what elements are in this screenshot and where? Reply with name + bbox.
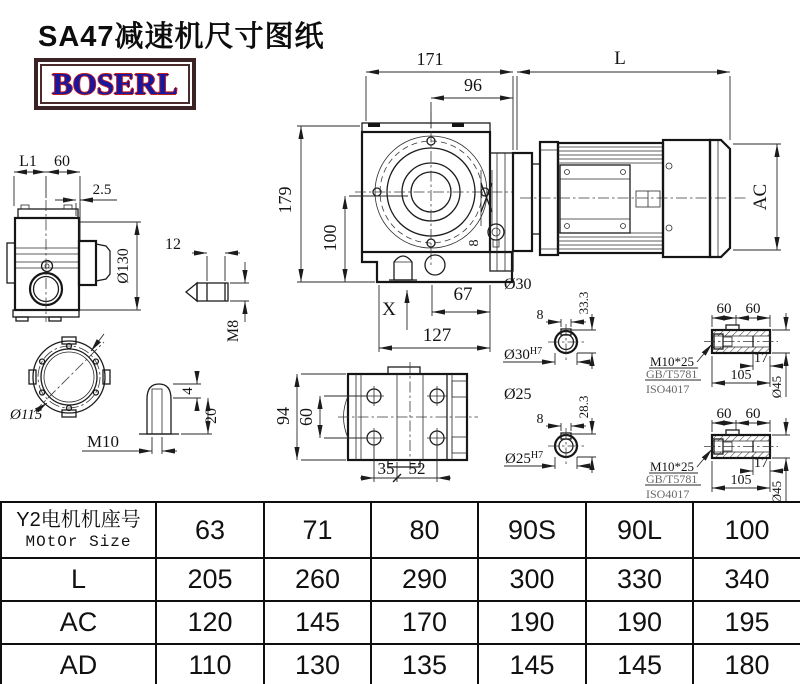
bore-section-30 — [503, 276, 596, 369]
col-90L: 90L — [586, 502, 693, 558]
dim-12: 12 — [165, 236, 181, 253]
table-row-L: L 205 260 290 300 330 340 — [1, 558, 800, 601]
label-d25: Ø25 — [504, 386, 532, 403]
dim-35: 35 — [377, 459, 395, 478]
dim-60-bottom: 60 — [296, 408, 316, 426]
table-header-row — [1, 502, 800, 558]
dim-d115: Ø115 — [10, 407, 43, 423]
dim-33-3: 33.3 — [576, 291, 591, 315]
label-iso-standard: ISO4017 — [646, 382, 690, 396]
dim-X: X — [382, 299, 396, 320]
dim-100: 100 — [320, 224, 340, 252]
bore-section-25 — [504, 386, 596, 473]
dim-179: 179 — [275, 186, 295, 214]
dim-127: 127 — [422, 325, 452, 346]
dim-plug-8: 8 — [467, 239, 482, 247]
side-view — [7, 153, 141, 322]
dim-20: 20 — [203, 408, 220, 424]
dim-key8-25: 8 — [536, 412, 544, 427]
table-row-AC: AC 120 145 170 190 190 195 — [1, 601, 800, 644]
col-63: 63 — [156, 502, 264, 558]
dim-52: 52 — [408, 459, 426, 478]
dim-L: L — [614, 48, 626, 69]
col-90S: 90S — [478, 502, 586, 558]
dim-60a: 60 — [716, 301, 732, 317]
col-100: 100 — [693, 502, 800, 558]
col-71: 71 — [264, 502, 371, 558]
dim-4: 4 — [180, 387, 196, 395]
col-80: 80 — [371, 502, 478, 558]
label-d25h7: $Ø25^{H7}$ — [505, 450, 544, 467]
brand-logo-text: BOSERL — [52, 66, 178, 101]
dim-96: 96 — [464, 75, 482, 95]
dim-M10: M10 — [86, 432, 120, 451]
dim-d130: Ø130 — [115, 248, 132, 284]
dim-171: 171 — [416, 49, 444, 69]
dim-17: 17 — [754, 351, 768, 366]
dim-105: 105 — [730, 368, 752, 383]
bottom-view — [273, 362, 478, 482]
motor-size-table — [0, 501, 800, 684]
dim-94: 94 — [273, 407, 293, 425]
dim-2-5: 2.5 — [92, 182, 112, 198]
header-motor-size: Y2电机机座号 MOtOr Size — [1, 502, 156, 558]
m10-bolt-detail — [82, 373, 220, 454]
dim-67: 67 — [453, 284, 473, 305]
label-gb-standard: GB/T5781 — [646, 367, 698, 381]
flange-view — [9, 334, 110, 423]
brand-logo — [34, 58, 196, 110]
dim-d45: Ø45 — [769, 375, 784, 399]
shaft-detail-2 — [645, 406, 790, 501]
dim-M8: M8 — [225, 319, 242, 343]
motor-view — [513, 140, 781, 257]
m8-bolt-detail — [165, 236, 249, 342]
dim-60-side: 60 — [54, 153, 70, 170]
dim-key8-30: 8 — [536, 308, 544, 323]
dim-60b: 60 — [745, 301, 761, 317]
dim-28-3: 28.3 — [576, 395, 591, 419]
label-bolt-m10x25: M10*25 — [650, 354, 695, 369]
dim-L1: L1 — [19, 153, 37, 170]
front-view — [275, 48, 730, 352]
label-d30h7: $Ø30^{H7}$ — [504, 346, 543, 363]
label-d30: Ø30 — [504, 276, 532, 293]
dim-AC: AC — [750, 183, 771, 211]
page-title: SA47减速机尺寸图纸 — [38, 21, 325, 53]
shaft-detail-1 — [645, 301, 790, 398]
table-row-AD: AD 110 130 135 145 145 180 — [1, 644, 800, 684]
